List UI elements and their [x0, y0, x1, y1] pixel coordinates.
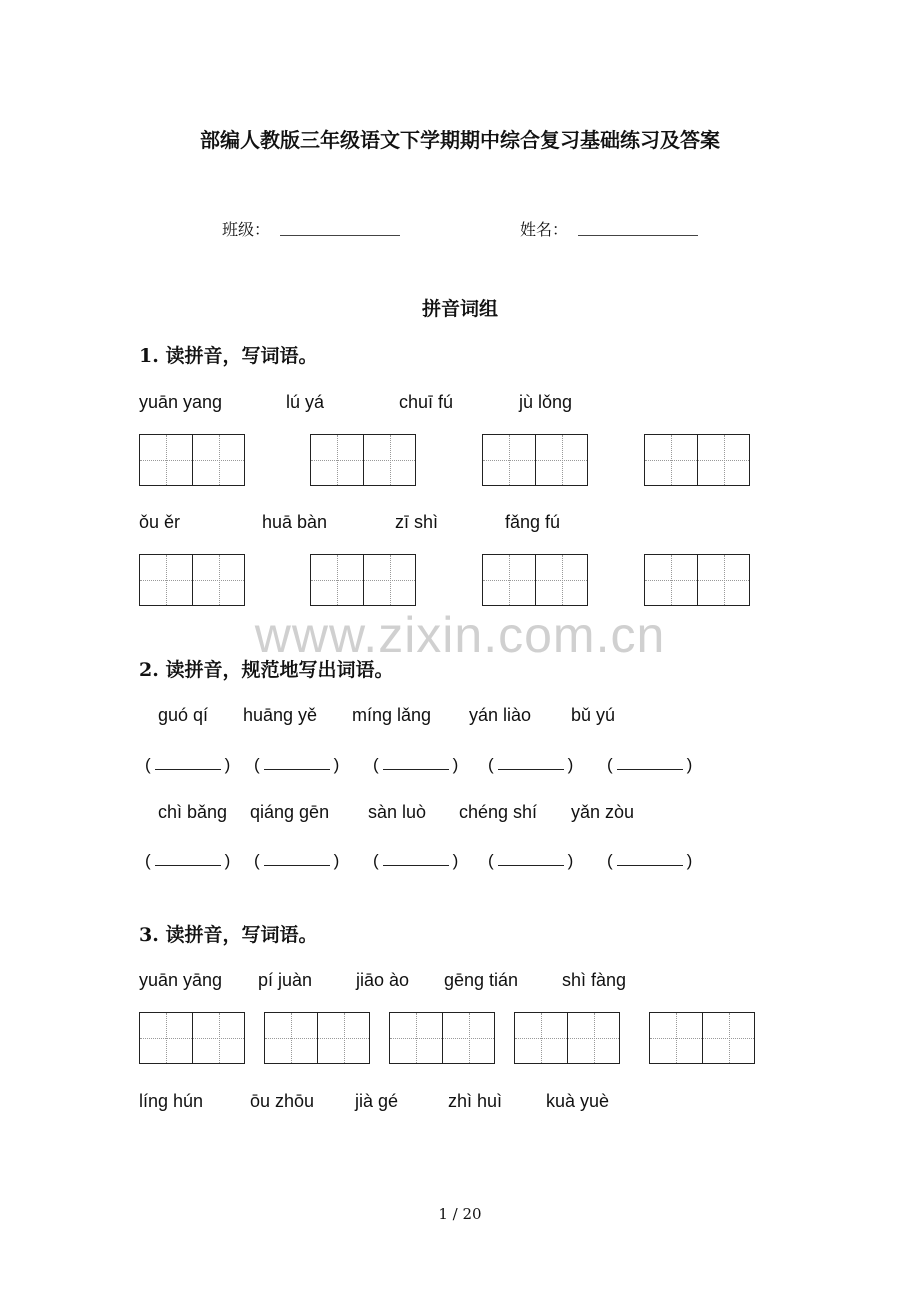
writing-grid[interactable] — [139, 554, 245, 606]
q1-pinyin: jù lǒng — [519, 392, 573, 412]
paren-open: ( — [607, 755, 613, 774]
q2-pinyin: guó qí — [158, 705, 209, 725]
q3-pinyin: zhì huì — [448, 1091, 503, 1111]
q1-pinyin: huā bàn — [262, 512, 328, 532]
q1-pinyin: fǎng fú — [505, 512, 561, 532]
q3-heading: 3. 读拼音，写词语。 — [139, 924, 318, 946]
paren-open: ( — [488, 755, 494, 774]
blank-line — [617, 755, 683, 770]
paren-open: ( — [607, 851, 613, 870]
answer-blank[interactable] — [145, 755, 230, 775]
writing-grid[interactable] — [310, 554, 416, 606]
blank-line — [498, 755, 564, 770]
writing-grid[interactable] — [482, 554, 588, 606]
answer-blank[interactable] — [488, 851, 573, 871]
paren-close: ) — [452, 851, 459, 870]
q1-pinyin: lú yá — [286, 392, 325, 412]
answer-blank[interactable] — [488, 755, 573, 775]
q3-pinyin: shì fàng — [562, 970, 627, 990]
paren-open: ( — [145, 755, 151, 774]
writing-grid[interactable] — [649, 1012, 755, 1064]
blank-line — [383, 851, 449, 866]
paren-open: ( — [488, 851, 494, 870]
writing-grid[interactable] — [139, 434, 245, 486]
writing-grid[interactable] — [389, 1012, 495, 1064]
writing-grid[interactable] — [644, 554, 750, 606]
writing-grid[interactable] — [264, 1012, 370, 1064]
paren-close: ) — [686, 755, 693, 774]
q2-pinyin: yán liào — [469, 705, 532, 725]
class-blank — [280, 217, 400, 236]
paren-close: ) — [333, 755, 340, 774]
q1-pinyin: yuān yang — [139, 392, 223, 412]
q2-pinyin: yǎn zòu — [571, 802, 635, 822]
paren-close: ) — [567, 755, 574, 774]
class-label: 班级： — [222, 220, 271, 239]
q3-pinyin: jià gé — [355, 1091, 399, 1111]
blank-line — [155, 851, 221, 866]
writing-grid[interactable] — [310, 434, 416, 486]
q3-pinyin: ōu zhōu — [250, 1091, 315, 1111]
paren-open: ( — [254, 851, 260, 870]
q1-pinyin: chuī fú — [399, 392, 454, 412]
q3-pinyin: jiāo ào — [356, 970, 410, 990]
q3-pinyin: yuān yāng — [139, 970, 223, 990]
blank-line — [383, 755, 449, 770]
answer-blank[interactable] — [373, 755, 458, 775]
name-label: 姓名： — [520, 220, 569, 239]
paren-open: ( — [145, 851, 151, 870]
paren-close: ) — [224, 755, 231, 774]
writing-grid[interactable] — [514, 1012, 620, 1064]
page-number: 1 / 20 — [438, 1205, 482, 1223]
paren-open: ( — [373, 755, 379, 774]
q2-pinyin: míng lǎng — [352, 705, 432, 725]
writing-grid[interactable] — [644, 434, 750, 486]
q3-pinyin: kuà yuè — [546, 1091, 610, 1111]
answer-blank[interactable] — [607, 755, 692, 775]
paren-close: ) — [333, 851, 340, 870]
blank-line — [264, 755, 330, 770]
answer-blank[interactable] — [254, 755, 339, 775]
writing-grid[interactable] — [482, 434, 588, 486]
answer-blank[interactable] — [607, 851, 692, 871]
q1-pinyin: zī shì — [395, 512, 439, 532]
answer-blank[interactable] — [254, 851, 339, 871]
blank-line — [155, 755, 221, 770]
paren-close: ) — [452, 755, 459, 774]
q3-pinyin: líng hún — [139, 1091, 204, 1111]
q2-pinyin: qiáng gēn — [250, 802, 330, 822]
blank-line — [264, 851, 330, 866]
paren-close: ) — [686, 851, 693, 870]
q3-pinyin: gēng tián — [444, 970, 519, 990]
name-blank — [578, 217, 698, 236]
answer-blank[interactable] — [145, 851, 230, 871]
q2-heading: 2. 读拼音，规范地写出词语。 — [139, 659, 394, 681]
q2-pinyin: sàn luò — [368, 802, 427, 822]
blank-line — [498, 851, 564, 866]
answer-blank[interactable] — [373, 851, 458, 871]
watermark: www.zixin.com.cn — [254, 607, 666, 663]
paren-open: ( — [254, 755, 260, 774]
paren-close: ) — [224, 851, 231, 870]
q1-heading: 1. 读拼音，写词语。 — [139, 345, 318, 367]
document-title: 部编人教版三年级语文下学期期中综合复习基础练习及答案 — [200, 128, 720, 152]
writing-grid[interactable] — [139, 1012, 245, 1064]
q2-pinyin: huāng yě — [243, 705, 318, 725]
blank-line — [617, 851, 683, 866]
q2-pinyin: chì bǎng — [158, 802, 228, 822]
q2-pinyin: chéng shí — [459, 802, 538, 822]
q3-pinyin: pí juàn — [258, 970, 313, 990]
paren-open: ( — [373, 851, 379, 870]
section-title: 拼音词组 — [421, 298, 498, 320]
paren-close: ) — [567, 851, 574, 870]
q2-pinyin: bǔ yú — [571, 705, 616, 725]
q1-pinyin: ǒu ěr — [139, 512, 181, 532]
